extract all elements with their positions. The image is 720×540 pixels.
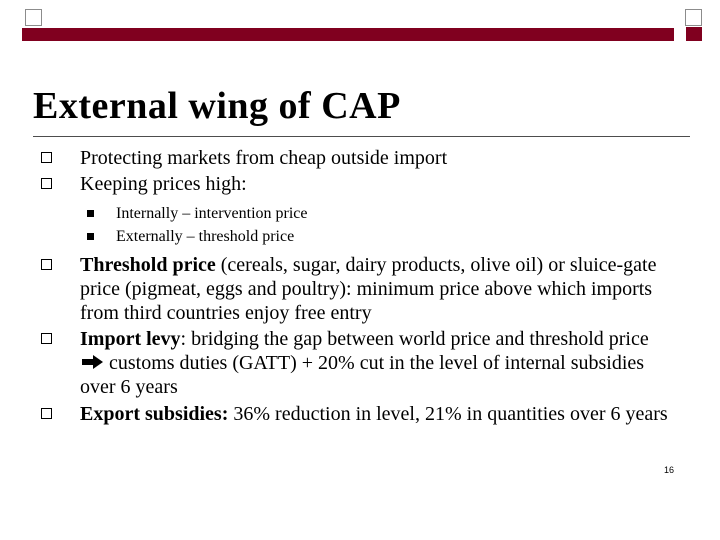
bullet-item [80,172,680,196]
sub-bullet-item [116,227,294,247]
threshold-description: (cereals, sugar, dairy products, olive oil) or sluice-gate price (pigmeat, eggs and poultry): minimum price above which imports from third countries enjoy free entry [80,254,657,324]
right-arrow-icon [80,354,104,370]
slide-title: External wing of CAP [33,85,401,127]
hollow-square-bullet-icon [41,333,52,344]
sub-bullet-text: Internally – intervention price [116,205,308,222]
export-description: 36% reduction in level, 21% in quantities over 6 years [228,403,668,425]
term-export-subsidies: Export subsidies: [80,403,229,425]
sub-bullet-text: Externally – threshold price [116,228,295,245]
bullet-item-export-subsidies [80,402,670,426]
hollow-square-bullet-icon [41,408,52,419]
hollow-square-bullet-icon [41,259,52,270]
bullet-text [80,402,670,426]
bullet-item [80,146,680,170]
term-threshold-price: Threshold price [80,254,216,276]
bullet-item-import-levy [80,327,670,399]
filled-square-bullet-icon [87,233,94,240]
bullet-text: Keeping prices high: [80,173,247,195]
hollow-square-bullet-icon [41,178,52,189]
page-number: 16 [664,465,675,475]
levy-description-part1: : bridging the gap between world price and threshold price [180,328,649,350]
term-import-levy: Import levy [80,328,181,350]
filled-square-bullet-icon [87,210,94,217]
bullet-text: Protecting markets from cheap outside import [80,147,448,169]
bullet-text [80,253,680,325]
bullet-text [80,327,670,399]
hollow-square-bullet-icon [41,152,52,163]
levy-description-part2: customs duties (GATT) + 20% cut in the level of internal subsidies over 6 years [80,352,645,398]
bullet-item-threshold [80,253,680,325]
sub-bullet-item [116,204,307,224]
